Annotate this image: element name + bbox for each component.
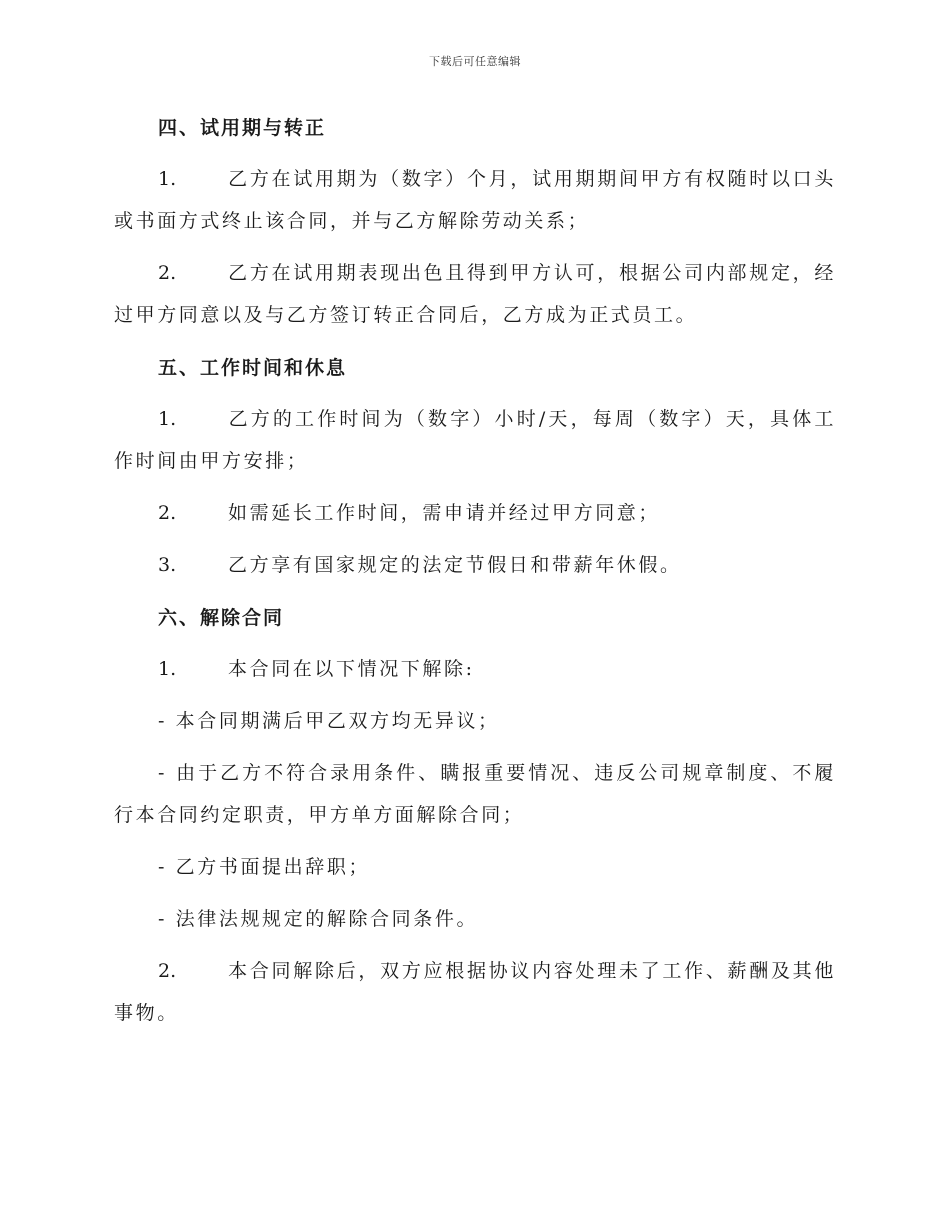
termination-condition: - 本合同期满后甲乙双方均无异议； bbox=[158, 710, 500, 732]
document-body bbox=[114, 106, 836, 1044]
clause-text: 乙方享有国家规定的法定节假日和带薪年休假。 bbox=[228, 554, 682, 576]
clause-termination-2 bbox=[114, 950, 836, 1034]
section-title-termination: 六、解除合同 bbox=[158, 607, 285, 629]
clause-termination-1 bbox=[114, 648, 836, 690]
page-header: 下载后可任意编辑 bbox=[429, 55, 521, 68]
clause-text: 如需延长工作时间，需申请并经过甲方同意； bbox=[228, 502, 661, 524]
clause-number: 2. bbox=[158, 262, 177, 284]
termination-condition: - 由于乙方不符合录用条件、瞒报重要情况、违反公司规章制度、不履行本合同约定职责，甲方单方面解除合同； bbox=[114, 762, 836, 826]
clause-text: 本合同解除后，双方应根据协议内容处理未了工作、薪酬及其他事物。 bbox=[114, 960, 836, 1024]
clause-hours-1 bbox=[114, 398, 836, 482]
clause-probation-2 bbox=[114, 252, 836, 336]
clause-number: 3. bbox=[158, 554, 177, 576]
clause-number: 2. bbox=[158, 502, 177, 524]
termination-condition: - 乙方书面提出辞职； bbox=[158, 856, 371, 878]
clause-text: 乙方在试用期为（数字）个月，试用期期间甲方有权随时以口头或书面方式终止该合同，并与乙方解除劳动关系； bbox=[114, 168, 836, 232]
section-title-probation: 四、试用期与转正 bbox=[158, 117, 327, 139]
clause-hours-2 bbox=[114, 492, 836, 534]
termination-condition: - 法律法规规定的解除合同条件。 bbox=[158, 908, 479, 930]
clause-text: 本合同在以下情况下解除: bbox=[228, 658, 475, 680]
clause-text: 乙方的工作时间为（数字）小时/天，每周（数字）天，具体工作时间由甲方安排； bbox=[114, 408, 836, 472]
clause-number: 1. bbox=[158, 168, 177, 190]
clause-number: 2. bbox=[158, 960, 177, 982]
clause-hours-3 bbox=[114, 544, 836, 586]
section-title-work-hours: 五、工作时间和休息 bbox=[158, 357, 348, 379]
clause-number: 1. bbox=[158, 658, 177, 680]
clause-number: 1. bbox=[158, 408, 177, 430]
clause-text: 乙方在试用期表现出色且得到甲方认可，根据公司内部规定，经过甲方同意以及与乙方签订转正合同后，乙方成为正式员工。 bbox=[114, 262, 836, 326]
clause-probation-1 bbox=[114, 158, 836, 242]
